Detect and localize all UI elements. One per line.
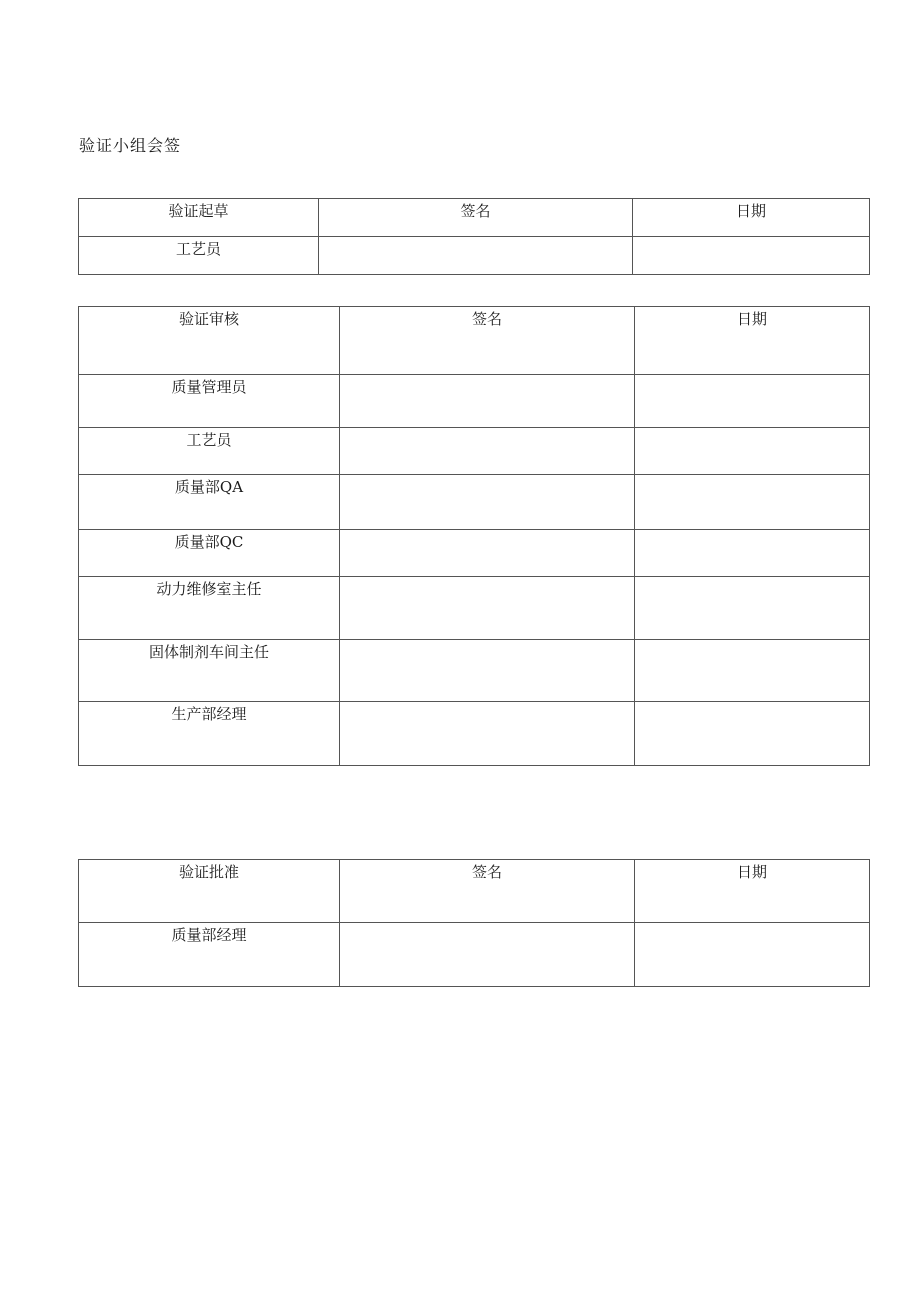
table-row: [79, 702, 870, 766]
table-header-row: [79, 199, 870, 237]
header-cell-role: 验证起草: [79, 199, 319, 237]
role-cell: 质量管理员: [79, 375, 340, 428]
header-cell-date: 日期: [635, 860, 870, 923]
date-field[interactable]: [635, 530, 870, 577]
header-cell-role: 验证批准: [79, 860, 340, 923]
signature-field[interactable]: [340, 375, 635, 428]
role-cell: 质量部QC: [79, 530, 340, 577]
table-row: [79, 577, 870, 640]
date-field[interactable]: [635, 577, 870, 640]
signature-field[interactable]: [340, 475, 635, 530]
date-field[interactable]: [635, 640, 870, 702]
signature-field[interactable]: [340, 923, 635, 987]
header-cell-signature: 签名: [340, 307, 635, 375]
table-row: [79, 923, 870, 987]
header-cell-date: 日期: [633, 199, 870, 237]
signature-field[interactable]: [319, 237, 633, 275]
role-cell: 工艺员: [79, 237, 319, 275]
table-header-row: [79, 860, 870, 923]
date-field[interactable]: [635, 428, 870, 475]
header-cell-role: 验证审核: [79, 307, 340, 375]
role-cell: 工艺员: [79, 428, 340, 475]
date-field[interactable]: [635, 702, 870, 766]
date-field[interactable]: [635, 375, 870, 428]
table-row: [79, 428, 870, 475]
header-cell-signature: 签名: [319, 199, 633, 237]
approve-signoff-table: [78, 859, 870, 987]
signature-field[interactable]: [340, 702, 635, 766]
role-cell: 质量部QA: [79, 475, 340, 530]
page-title: 验证小组会签: [79, 136, 182, 155]
role-cell: 固体制剂车间主任: [79, 640, 340, 702]
role-cell: 动力维修室主任: [79, 577, 340, 640]
header-cell-signature: 签名: [340, 860, 635, 923]
signature-field[interactable]: [340, 428, 635, 475]
signature-field[interactable]: [340, 577, 635, 640]
signature-field[interactable]: [340, 530, 635, 577]
role-cell: 质量部经理: [79, 923, 340, 987]
table-row: [79, 375, 870, 428]
signature-field[interactable]: [340, 640, 635, 702]
role-cell: 生产部经理: [79, 702, 340, 766]
header-cell-date: 日期: [635, 307, 870, 375]
review-signoff-table: [78, 306, 870, 766]
table-header-row: [79, 307, 870, 375]
date-field[interactable]: [633, 237, 870, 275]
draft-signoff-table: [78, 198, 870, 275]
date-field[interactable]: [635, 475, 870, 530]
table-row: [79, 237, 870, 275]
table-row: [79, 640, 870, 702]
table-row: [79, 530, 870, 577]
date-field[interactable]: [635, 923, 870, 987]
table-row: [79, 475, 870, 530]
